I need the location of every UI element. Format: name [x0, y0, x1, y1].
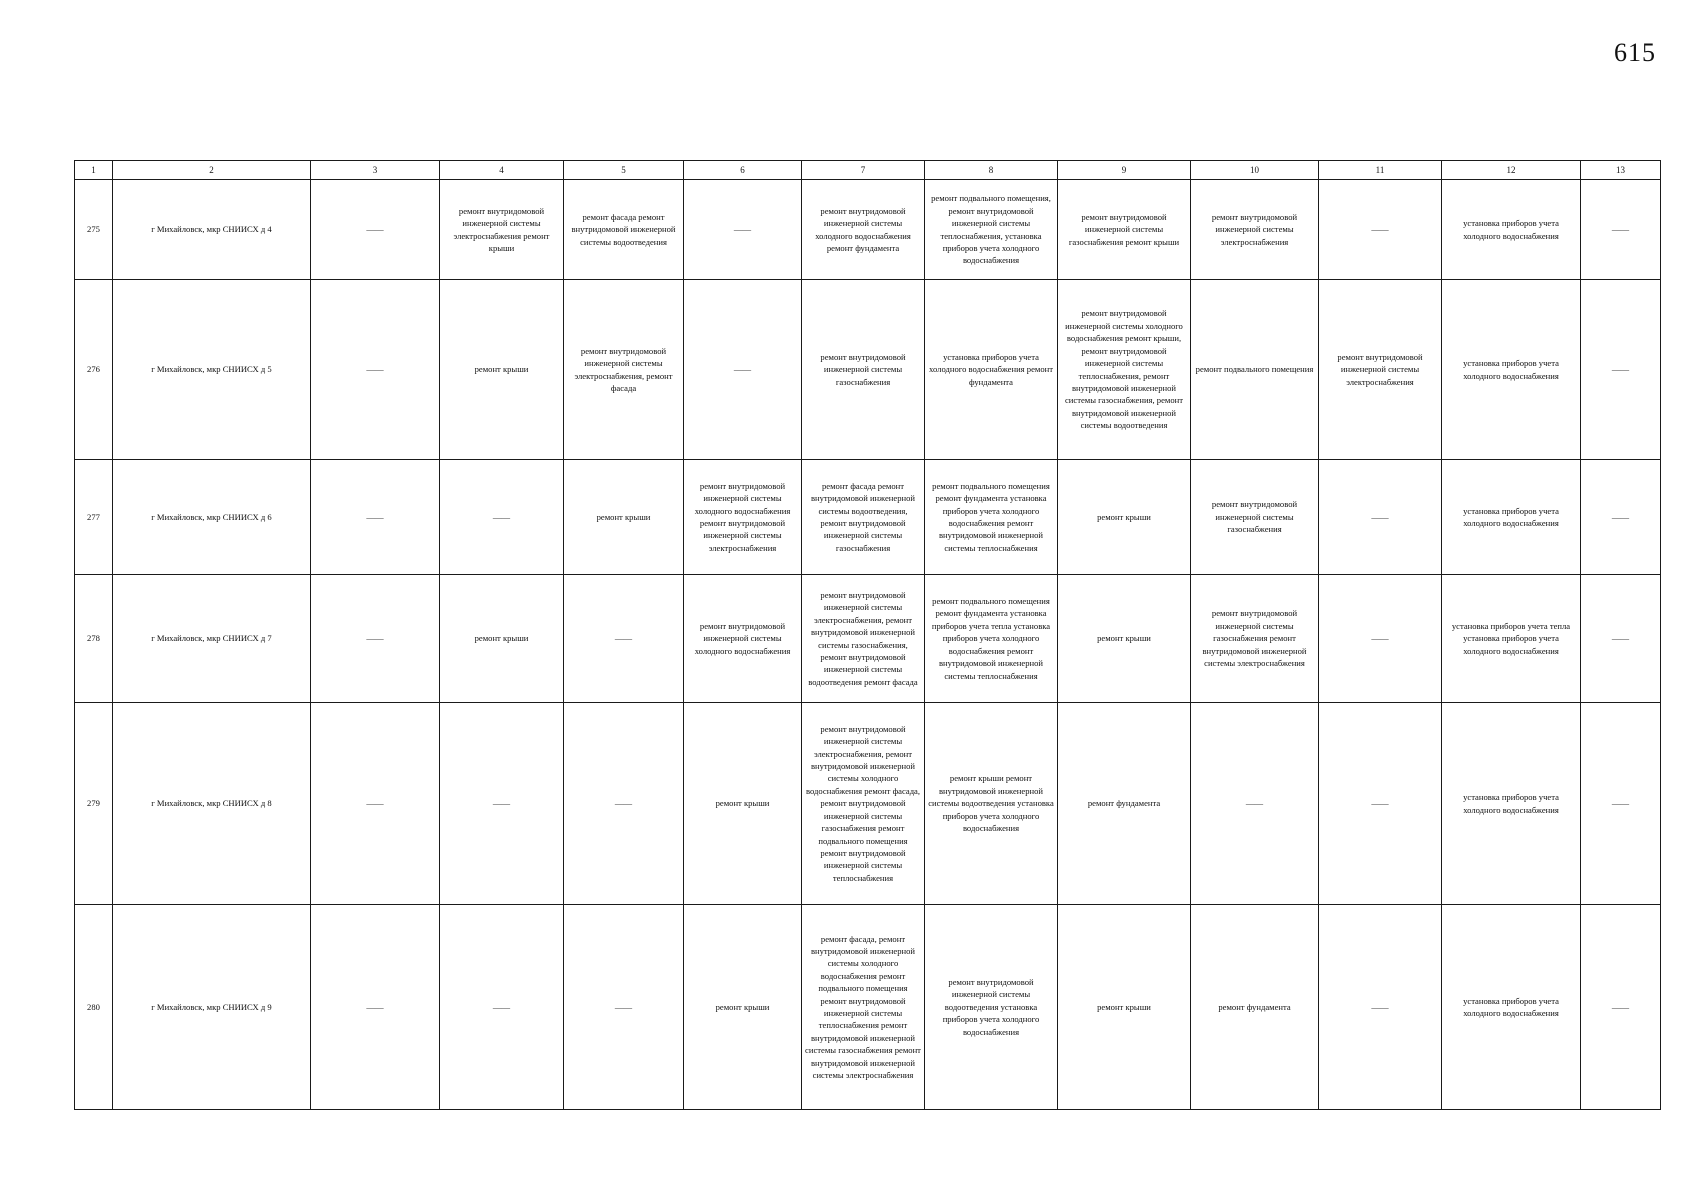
table-cell: ремонт фасада ремонт внутридомовой инженерной системы водоотведения, ремонт внутридомовой инженерной системы газоснабжения [802, 460, 925, 575]
page-number: 615 [1614, 38, 1656, 67]
table-cell: установка приборов учета холодного водоснабжения [1442, 180, 1581, 280]
table-cell: ремонт фасада, ремонт внутридомовой инженерной системы холодного водоснабжения ремонт подвального помещения ремонт внутридомовой инженерной системы теплоснабжения ремонт внутридомовой инженерной системы газоснабжения ремонт внутридомовой инженерной системы электроснабжения [802, 905, 925, 1110]
table-cell: ремонт внутридомовой инженерной системы холодного водоснабжения ремонт внутридомовой инженерной системы электроснабжения [684, 460, 802, 575]
address-cell: г Михайловск, мкр СНИИСХ д 7 [113, 575, 311, 703]
table-cell: установка приборов учета тепла установка приборов учета холодного водоснабжения [1442, 575, 1581, 703]
table-row [75, 280, 1661, 460]
table-cell: установка приборов учета холодного водоснабжения ремонт фундамента [925, 280, 1058, 460]
table-cell: установка приборов учета холодного водоснабжения [1442, 280, 1581, 460]
column-header: 8 [925, 161, 1058, 180]
table-cell: установка приборов учета холодного водоснабжения [1442, 460, 1581, 575]
table-cell: установка приборов учета холодного водоснабжения [1442, 703, 1581, 905]
row-number: 276 [75, 280, 113, 460]
table-cell: —— [1319, 905, 1442, 1110]
row-number: 278 [75, 575, 113, 703]
table-cell: ремонт подвального помещения, ремонт внутридомовой инженерной системы теплоснабжения, установка приборов учета холодного водоснабжения [925, 180, 1058, 280]
table-row [75, 460, 1661, 575]
table-row [75, 703, 1661, 905]
table-cell: —— [440, 460, 564, 575]
column-header: 3 [311, 161, 440, 180]
row-number: 277 [75, 460, 113, 575]
table-cell: ремонт внутридомовой инженерной системы газоснабжения [1191, 460, 1319, 575]
table-cell: ремонт крыши [564, 460, 684, 575]
table-cell: ремонт фасада ремонт внутридомовой инженерной системы водоотведения [564, 180, 684, 280]
table-cell: —— [1319, 703, 1442, 905]
table-cell: —— [311, 280, 440, 460]
table-cell: —— [1319, 575, 1442, 703]
column-header: 9 [1058, 161, 1191, 180]
table-cell: ремонт крыши ремонт внутридомовой инженерной системы водоотведения установка приборов учета холодного водоснабжения [925, 703, 1058, 905]
table-cell: —— [1581, 905, 1661, 1110]
table-cell: ремонт крыши [1058, 575, 1191, 703]
column-header: 13 [1581, 161, 1661, 180]
table-cell: —— [684, 280, 802, 460]
table-cell: ремонт внутридомовой инженерной системы электроснабжения, ремонт внутридомовой инженерной системы газоснабжения, ремонт внутридомовой инженерной системы водоотведения ремонт фасада [802, 575, 925, 703]
address-cell: г Михайловск, мкр СНИИСХ д 8 [113, 703, 311, 905]
table-cell: установка приборов учета холодного водоснабжения [1442, 905, 1581, 1110]
column-header: 1 [75, 161, 113, 180]
table-cell: ремонт подвального помещения ремонт фундамента установка приборов учета холодного водоснабжения ремонт внутридомовой инженерной системы теплоснабжения [925, 460, 1058, 575]
row-number: 280 [75, 905, 113, 1110]
table-cell: ремонт внутридомовой инженерной системы водоотведения установка приборов учета холодного водоснабжения [925, 905, 1058, 1110]
table-cell: —— [440, 905, 564, 1110]
column-header: 10 [1191, 161, 1319, 180]
table-cell: —— [564, 575, 684, 703]
table-cell: —— [1581, 460, 1661, 575]
column-header: 6 [684, 161, 802, 180]
table-cell: —— [311, 905, 440, 1110]
table-row [75, 180, 1661, 280]
table-cell: —— [311, 703, 440, 905]
table-cell: ремонт подвального помещения [1191, 280, 1319, 460]
table-cell: —— [1581, 280, 1661, 460]
column-number-row [75, 161, 1661, 180]
table-cell: ремонт внутридомовой инженерной системы электроснабжения, ремонт внутридомовой инженерной системы холодного водоснабжения ремонт фасада, ремонт внутридомовой инженерной системы газоснабжения ремонт подвального помещения ремонт внутридомовой инженерной системы теплоснабжения [802, 703, 925, 905]
table-cell: ремонт фундамента [1058, 703, 1191, 905]
table-cell: ремонт крыши [684, 905, 802, 1110]
address-cell: г Михайловск, мкр СНИИСХ д 9 [113, 905, 311, 1110]
table-cell: ремонт внутридомовой инженерной системы электроснабжения, ремонт фасада [564, 280, 684, 460]
table-cell: —— [684, 180, 802, 280]
table-cell: —— [311, 180, 440, 280]
column-header: 11 [1319, 161, 1442, 180]
table-cell: —— [1319, 180, 1442, 280]
table-cell: ремонт крыши [1058, 460, 1191, 575]
table-cell: —— [311, 460, 440, 575]
table-cell: —— [1191, 703, 1319, 905]
column-header: 5 [564, 161, 684, 180]
table-cell: —— [564, 905, 684, 1110]
table-cell: ремонт внутридомовой инженерной системы электроснабжения ремонт крыши [440, 180, 564, 280]
column-header: 12 [1442, 161, 1581, 180]
table-cell: ремонт крыши [440, 575, 564, 703]
table-cell: ремонт крыши [684, 703, 802, 905]
table-cell: ремонт внутридомовой инженерной системы электроснабжения [1319, 280, 1442, 460]
table-row [75, 905, 1661, 1110]
table-cell: ремонт внутридомовой инженерной системы газоснабжения [802, 280, 925, 460]
table-cell: ремонт внутридомовой инженерной системы газоснабжения ремонт внутридомовой инженерной системы электроснабжения [1191, 575, 1319, 703]
address-cell: г Михайловск, мкр СНИИСХ д 4 [113, 180, 311, 280]
column-header: 7 [802, 161, 925, 180]
address-cell: г Михайловск, мкр СНИИСХ д 5 [113, 280, 311, 460]
table-row [75, 575, 1661, 703]
works-table [74, 160, 1661, 1110]
table-cell: ремонт фундамента [1191, 905, 1319, 1110]
table-cell: ремонт внутридомовой инженерной системы холодного водоснабжения [684, 575, 802, 703]
table-cell: —— [311, 575, 440, 703]
table-cell: ремонт внутридомовой инженерной системы холодного водоснабжения ремонт фундамента [802, 180, 925, 280]
column-header: 4 [440, 161, 564, 180]
table-cell: ремонт внутридомовой инженерной системы газоснабжения ремонт крыши [1058, 180, 1191, 280]
table-cell: ремонт крыши [1058, 905, 1191, 1110]
column-header: 2 [113, 161, 311, 180]
row-number: 279 [75, 703, 113, 905]
table-cell: ремонт внутридомовой инженерной системы холодного водоснабжения ремонт крыши, ремонт внутридомовой инженерной системы теплоснабжения, ремонт внутридомовой инженерной системы газоснабжения, ремонт внутридомовой инженерной системы водоотведения [1058, 280, 1191, 460]
table-cell: ремонт крыши [440, 280, 564, 460]
address-cell: г Михайловск, мкр СНИИСХ д 6 [113, 460, 311, 575]
table-cell: —— [440, 703, 564, 905]
table-cell: —— [1319, 460, 1442, 575]
table-cell: ремонт подвального помещения ремонт фундамента установка приборов учета тепла установка приборов учета холодного водоснабжения ремонт внутридомовой инженерной системы теплоснабжения [925, 575, 1058, 703]
table-cell: —— [1581, 575, 1661, 703]
table-cell: ремонт внутридомовой инженерной системы электроснабжения [1191, 180, 1319, 280]
row-number: 275 [75, 180, 113, 280]
table-cell: —— [1581, 180, 1661, 280]
table-cell: —— [1581, 703, 1661, 905]
table-cell: —— [564, 703, 684, 905]
